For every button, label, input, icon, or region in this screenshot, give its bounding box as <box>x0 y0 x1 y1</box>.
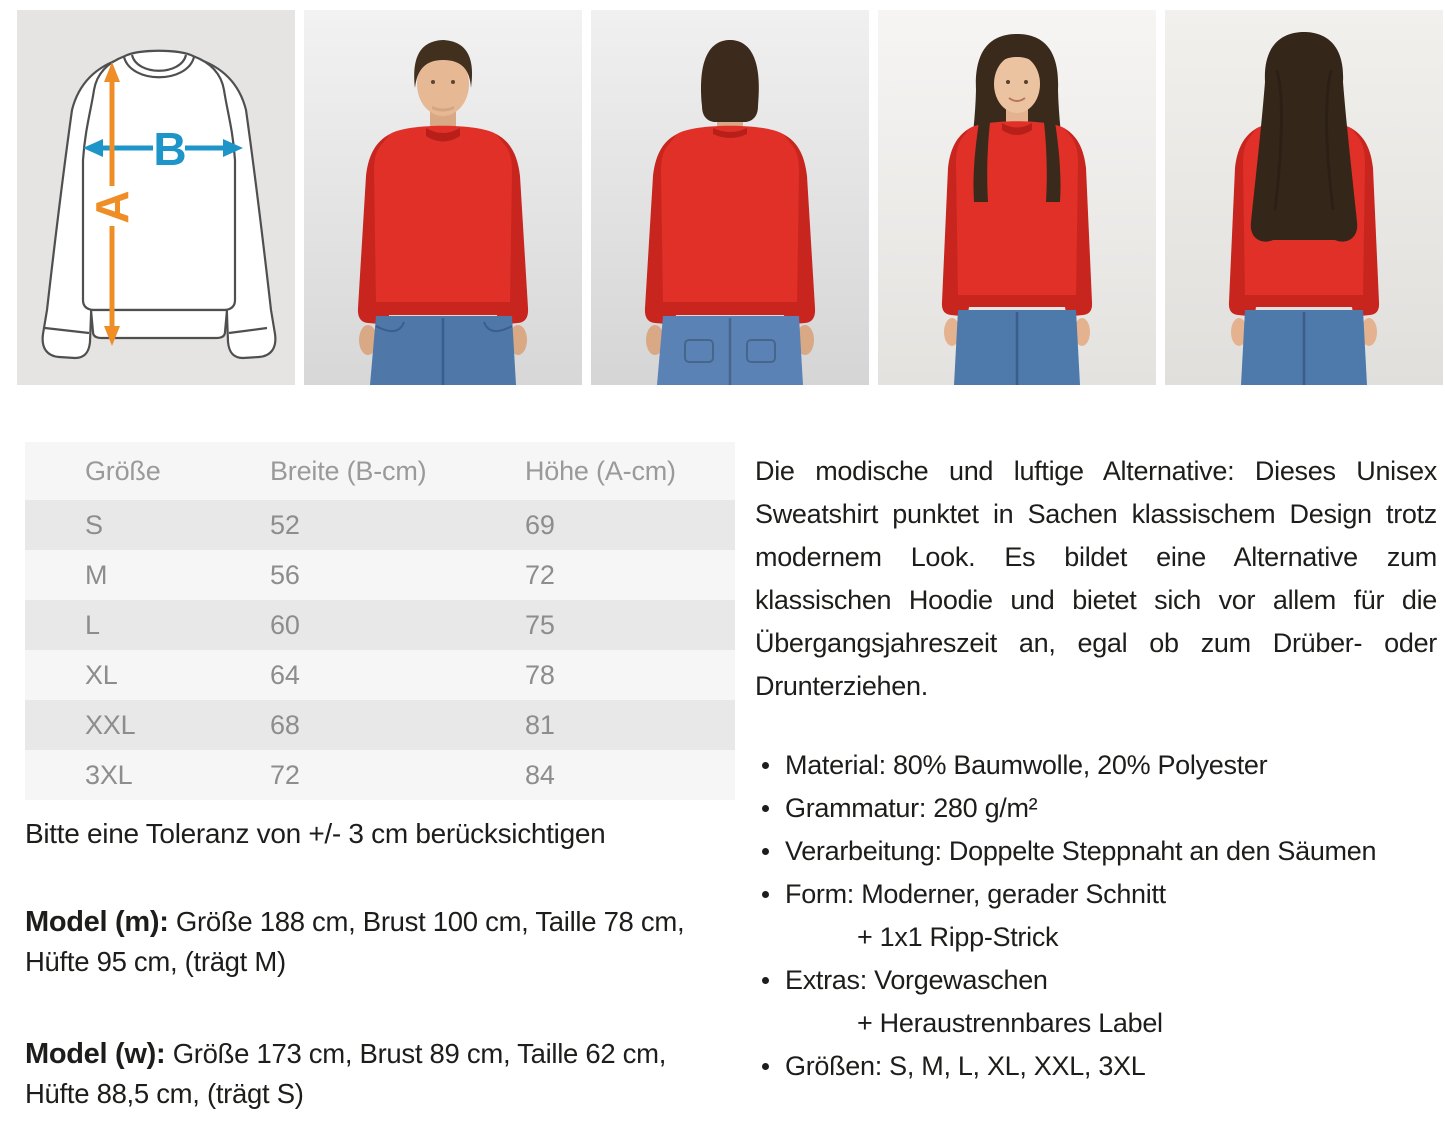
model-w-measurements: Größe 173 cm, Brust 89 cm, Taille 62 cm, Hüfte 88,5 cm, (trägt S) <box>25 1038 667 1109</box>
bullet-icon <box>762 848 769 855</box>
height-value: 78 <box>525 659 555 690</box>
feature-text: Verarbeitung: Doppelte Steppnaht an den Säumen <box>785 836 1377 866</box>
size-label: M <box>85 559 108 590</box>
height-label-a: A <box>86 190 138 224</box>
product-gallery <box>0 0 1445 385</box>
product-description: Die modische und luftige Alternative: Dieses Unisex Sweatshirt punktet in Sachen klassischem Design trotz modernem Look. Es bildet eine Alternative zum klassischen Hoodie und bietet sich vor allem für die Übergangsjahreszeit an, egal ob zum Drüber- oder Drunterziehen. <box>755 456 1437 701</box>
face <box>994 55 1040 113</box>
width-value: 52 <box>270 509 300 540</box>
hair-back <box>701 40 759 122</box>
feature-item-material <box>755 744 1437 787</box>
b-line-right <box>185 146 225 151</box>
size-info-column <box>25 442 735 1114</box>
height-value: 84 <box>525 759 555 790</box>
feature-extra-text: + Heraustrennbares Label <box>857 1008 1163 1038</box>
size-label: 3XL <box>85 759 133 790</box>
sweatshirt <box>374 126 512 312</box>
width-label-b: B <box>153 123 187 175</box>
size-table <box>25 442 735 800</box>
size-label: S <box>85 509 103 540</box>
right-eye <box>1024 80 1028 84</box>
hair-back <box>1251 32 1357 242</box>
model-m-label: Model (m): <box>25 906 169 938</box>
a-line-top <box>110 80 115 186</box>
height-value: 81 <box>525 709 555 740</box>
hem-band <box>1245 295 1363 307</box>
size-row-xxl <box>25 700 735 750</box>
tolerance-note: Bitte eine Toleranz von +/- 3 cm berücksichtigen <box>25 818 606 849</box>
size-label: L <box>85 609 100 640</box>
height-value: 75 <box>525 609 555 640</box>
feature-extra-text: + 1x1 Ripp-Strick <box>857 922 1059 952</box>
feature-item-grammatur <box>755 787 1437 830</box>
man-back-graphic <box>591 10 869 385</box>
sweatshirt-outline <box>43 51 276 358</box>
size-row-xl <box>25 650 735 700</box>
feature-item-form <box>755 873 1437 959</box>
width-value: 72 <box>270 759 300 790</box>
feature-text: Form: Moderner, gerader Schnitt <box>785 879 1166 909</box>
sweatshirt <box>956 121 1078 306</box>
column-groesse: Größe <box>85 455 161 486</box>
photo-woman-front[interactable] <box>878 10 1156 385</box>
hem-band <box>663 302 799 315</box>
size-row-m <box>25 550 735 600</box>
b-line-left <box>101 146 153 151</box>
hem-band <box>958 295 1076 307</box>
height-value: 72 <box>525 559 555 590</box>
height-value: 69 <box>525 509 555 540</box>
feature-text: Größen: S, M, L, XL, XXL, 3XL <box>785 1051 1146 1081</box>
left-eye <box>431 80 435 84</box>
width-value: 68 <box>270 709 300 740</box>
photo-man-back[interactable] <box>591 10 869 385</box>
description-column <box>755 442 1437 1114</box>
feature-text: Material: 80% Baumwolle, 20% Polyester <box>785 750 1268 780</box>
size-row-l <box>25 600 735 650</box>
woman-front-graphic <box>878 10 1156 385</box>
sweatshirt <box>661 126 799 312</box>
feature-item-groessen <box>755 1045 1437 1088</box>
feature-item-verarbeitung <box>755 830 1437 873</box>
model-w-label: Model (w): <box>25 1038 166 1070</box>
man-front-graphic <box>304 10 582 385</box>
bullet-icon <box>762 762 769 769</box>
size-label: XL <box>85 659 118 690</box>
photo-woman-back[interactable] <box>1165 10 1443 385</box>
feature-text: Extras: Vorgewaschen <box>785 965 1048 995</box>
body <box>83 51 235 310</box>
size-row-s <box>25 500 735 550</box>
feature-list <box>755 744 1437 1088</box>
model-m-info <box>25 902 735 982</box>
bullet-icon <box>762 891 769 898</box>
photo-man-front[interactable] <box>304 10 582 385</box>
column-hoehe: Höhe (A-cm) <box>525 455 676 486</box>
column-breite: Breite (B-cm) <box>270 455 427 486</box>
bullet-icon <box>762 977 769 984</box>
bullet-icon <box>762 1063 769 1070</box>
a-line-bottom <box>110 226 115 326</box>
model-w-info <box>25 1034 735 1114</box>
feature-text: Grammatur: 280 g/m² <box>785 793 1038 823</box>
hem-band <box>376 302 512 315</box>
size-row-3xl <box>25 750 735 800</box>
product-info-section <box>25 442 1445 1114</box>
size-label: XXL <box>85 709 136 740</box>
woman-back-graphic <box>1165 10 1443 385</box>
model-m-measurements: Größe 188 cm, Brust 100 cm, Taille 78 cm, Hüfte 95 cm, (trägt M) <box>25 906 685 977</box>
size-diagram[interactable] <box>17 10 295 385</box>
feature-item-extras <box>755 959 1437 1045</box>
width-value: 64 <box>270 659 300 690</box>
size-diagram-graphic <box>17 10 295 385</box>
width-value: 60 <box>270 609 300 640</box>
size-table-header-row <box>25 442 735 500</box>
bullet-icon <box>762 805 769 812</box>
width-value: 56 <box>270 559 300 590</box>
right-eye <box>451 80 455 84</box>
left-eye <box>1006 80 1010 84</box>
